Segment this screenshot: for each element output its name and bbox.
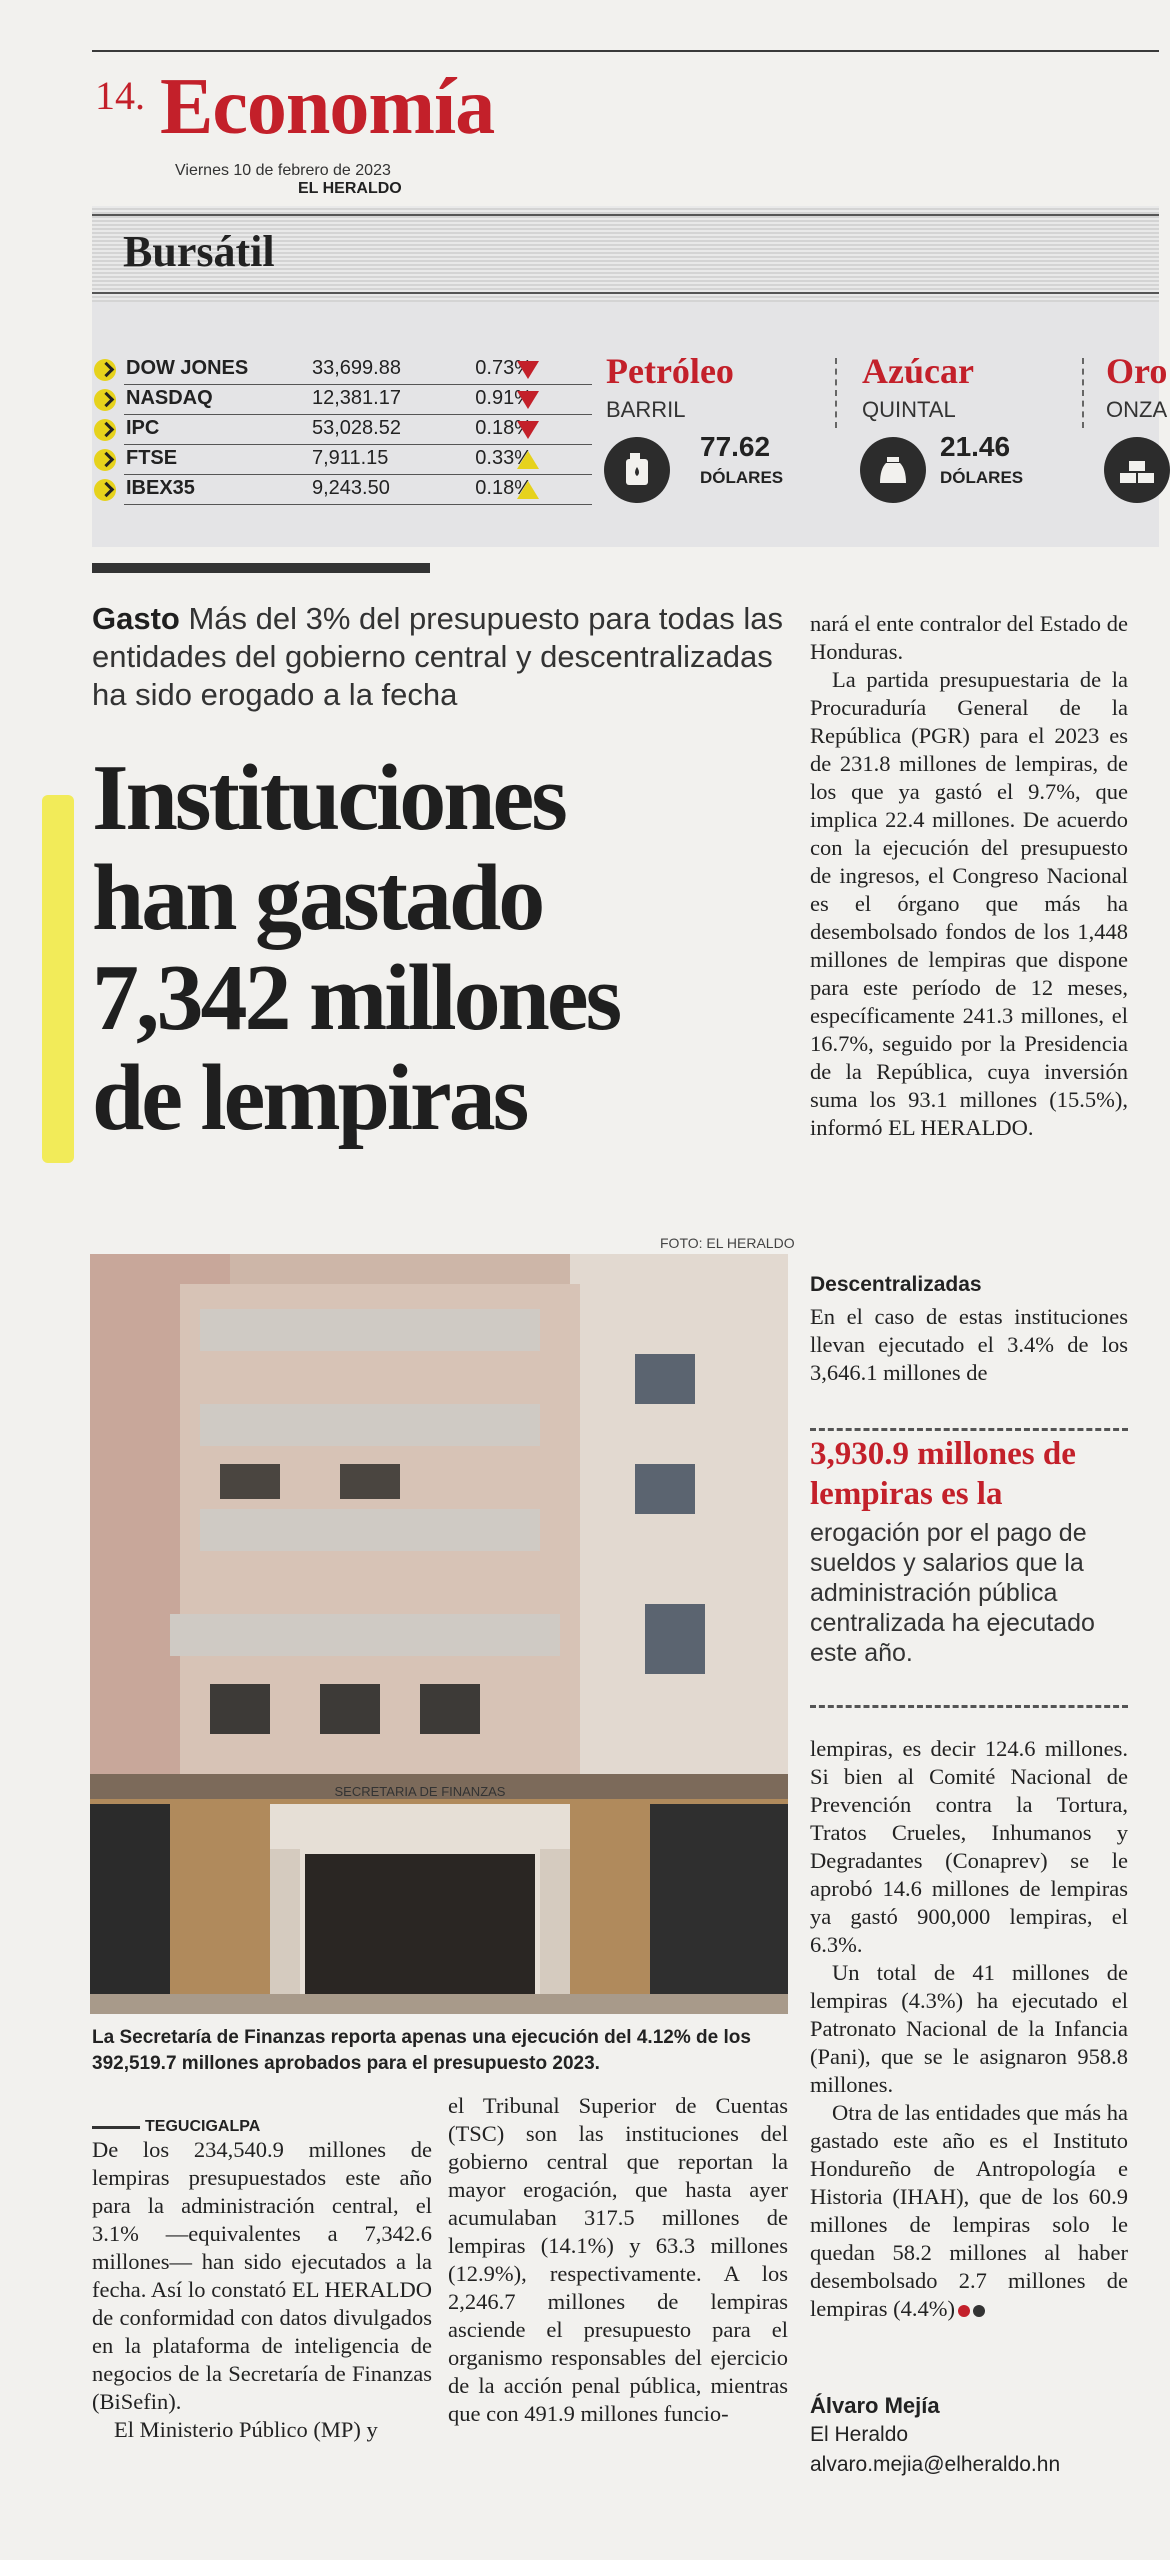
headline-line: Instituciones [92,746,565,850]
index-row [92,445,592,475]
body-column-2 [448,2092,788,2428]
headline-line: han gastado [92,846,543,950]
down-triangle-icon [517,361,539,379]
up-triangle-icon [517,451,539,469]
index-name: IPC [126,417,160,439]
index-value: 7,911.15 [312,447,389,469]
author-organization: El Heraldo [810,2423,909,2446]
index-row [92,475,592,505]
commodity-currency: DÓLARES [700,468,784,487]
paragraph-text: Otra de las entidades que más ha gastado este año es el Instituto Hondureño de Antropología e Historia (IHAH), que de los 60.9 millones de lempiras solo le quedan 58.2 millones al haber desembolsado 2.7 millones de lempiras (4.4%) [810,2100,1128,2321]
index-name: NASDAQ [126,387,213,409]
headline [92,748,812,1148]
body-column-1 [92,2136,432,2444]
paragraph [810,2099,1128,2323]
subhead: Descentralizadas [810,1273,982,1296]
headline-line: 7,342 millones [92,946,620,1050]
pull-quote-rule [810,1705,1128,1708]
index-value: 12,381.17 [312,387,401,409]
up-triangle-icon [517,481,539,499]
index-value: 9,243.50 [312,477,390,499]
oil-can-icon [604,437,670,503]
index-value: 33,699.88 [312,357,401,379]
chevron-right-icon [94,389,116,411]
commodity-price: 77.62 [700,431,771,462]
body-column-3-top [810,610,1128,1142]
lead-rule [92,563,430,573]
commodity-currency: DÓLARES [940,468,1024,487]
chevron-right-icon [94,359,116,381]
kicker [92,600,802,714]
index-change: 0.18% [475,417,532,439]
commodity-price: 21.46 [940,431,1011,462]
building-sign: SECRETARIA DE FINANZAS [334,1784,506,1799]
paragraph: nará el ente contralor del Estado de Honduras. [810,611,1128,664]
dateline-rule [92,2126,140,2129]
paragraph: De los 234,540.9 millones de lempiras presupuestados este año para la administración central, el 3.1% —equivalentes a 7,342.6 millones— han sido ejecutados a la fecha. Así lo constató EL HERALDO de conformidad con datos divulgados en la plataforma de inteligencia de negocios de la Secretaría de Finanzas (BiSefin). [92,2137,432,2414]
publication-date: Viernes 10 de febrero de 2023 [175,162,391,179]
chevron-right-icon [94,479,116,501]
sugar-sack-icon [860,437,926,503]
body-column-3-mid [810,1303,1128,1387]
commodity-name: Oro [1106,351,1168,391]
index-change: 0.33% [475,447,532,469]
gold-bars-icon [1104,437,1170,503]
index-value: 53,028.52 [312,417,401,439]
index-change: 0.18% [475,477,532,499]
commodity-oro-clip [1106,350,1168,500]
index-row [92,385,592,415]
page-number: 14. [95,73,145,118]
index-change: 0.91% [475,387,532,409]
index-row [92,415,592,445]
index-row [92,355,592,385]
index-name: IBEX35 [126,477,195,499]
building-photo [90,1254,788,2014]
paragraph: El Ministerio Público (MP) y [114,2417,378,2442]
end-mark-icon [973,2305,985,2317]
highlighter-mark [42,795,74,1163]
body-column-3-bottom [810,1735,1128,2323]
index-change: 0.73% [475,357,532,379]
divider [1082,358,1084,428]
kicker-text: Más del 3% del presupuesto para todas las entidades del gobierno central y descentralizadas ha sido erogado a la fecha [92,601,784,712]
commodity-unit: QUINTAL [862,397,956,422]
chevron-right-icon [94,419,116,441]
commodity-name: Azúcar [862,351,974,391]
pull-quote-rule [810,1428,1128,1431]
index-name: FTSE [126,447,178,469]
commodity-name: Petróleo [606,351,734,391]
publication-name: EL HERALDO [298,180,402,197]
paragraph: Un total de 41 millones de lempiras (4.3%) ha ejecutado el Patronato Nacional de la Infancia (Pani), que se le asignaron 958.8 millones. [810,1960,1128,2097]
paragraph: La partida presupuestaria de la Procuraduría General de la República (PGR) para el 2023 es de 231.8 millones de lempiras, de los que ya gastó el 9.7%, que implica 22.4 millones. De acuerdo con la ejecución del presupuesto de ingresos, el Congreso Nacional es el órgano que más ha desembolsado fondos de los 1,448 millones de lempiras que dispone para este período de 12 meses, específicamente 241.3 millones, el 16.7%, seguido por la Presidencia de la República, cuya inversión suma los 93.1 millones (15.5%), informó EL HERALDO. [810,667,1128,1140]
commodity-unit: ONZA [1106,397,1168,422]
kicker-label: Gasto [92,601,180,636]
author-email[interactable]: alvaro.mejia@elheraldo.hn [810,2453,1061,2476]
top-rule [92,50,1159,52]
down-triangle-icon [517,421,539,439]
paragraph: el Tribunal Superior de Cuentas (TSC) son las instituciones del gobierno central que reportan la mayor erogación, que hasta ayer acumulaban 317.5 millones de lempiras (14.1%) y 63.3 millones (12.9%), respectivamente. A los 2,246.7 millones de lempiras asciende el presupuesto para el organismo responsables del ejercicio de la acción penal pública, mientras que con 491.9 millones funcio- [448,2093,788,2426]
divider [835,358,837,428]
section-title: Economía [160,63,495,151]
paragraph: En el caso de estas instituciones llevan ejecutado el 3.4% de los 3,646.1 millones de [810,1304,1128,1385]
chevron-right-icon [94,449,116,471]
photo-credit: FOTO: EL HERALDO [660,1235,795,1251]
end-mark-icon [958,2305,970,2317]
dateline: TEGUCIGALPA [145,2118,261,2135]
author-name: Álvaro Mejía [810,2393,940,2418]
headline-line: de lempiras [92,1046,527,1150]
down-triangle-icon [517,391,539,409]
pull-quote-figure: 3,930.9 millones de lempiras es la [810,1436,1076,1512]
photo-caption: La Secretaría de Finanzas reporta apenas una ejecución del 4.12% de los 392,519.7 millones aprobados para el presupuesto 2023. [92,2027,751,2074]
index-name: DOW JONES [126,357,249,379]
paragraph: lempiras, es decir 124.6 millones. Si bien al Comité Nacional de Prevención contra la Tortura, Tratos Crueles, Inhumanos y Degradantes (Conaprev) se le aprobó 14.6 millones de lempiras ya gastó 900,000 lempiras, el 6.3%. [810,1736,1128,1957]
pull-quote-text: erogación por el pago de sueldos y salarios que la administración pública centralizada ha ejecutado este año. [810,1519,1095,1667]
bursatil-title: Bursátil [123,227,275,276]
commodity-unit: BARRIL [606,397,686,422]
